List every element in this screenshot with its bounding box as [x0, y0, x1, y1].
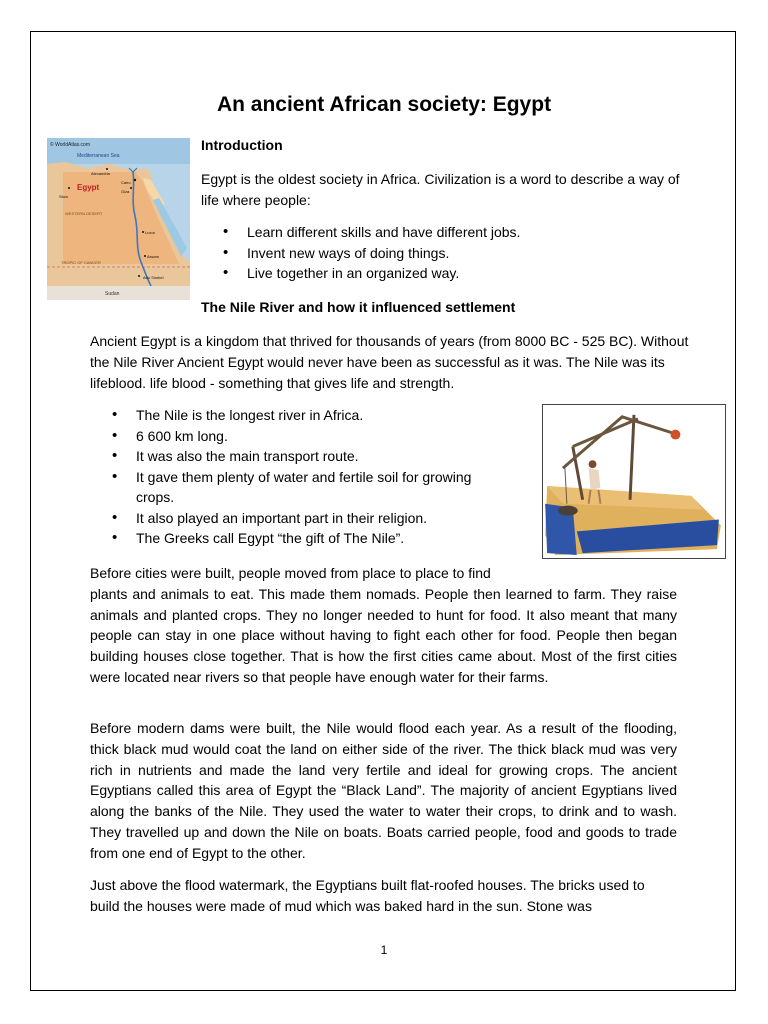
map-sudan-label: Sudan: [105, 291, 120, 297]
page-title: An ancient African society: Egypt: [216, 93, 552, 116]
map-country-label: Egypt: [77, 183, 100, 192]
map-city: Siwa: [59, 194, 68, 199]
egypt-map: [47, 138, 190, 300]
list-item: • Learn different skills and have different jobs.: [223, 222, 520, 243]
map-city: Cairo: [121, 180, 131, 185]
nile-paragraph-4: Just above the flood watermark, the Egyptians built flat-roofed houses. The bricks used to build the houses were made of mud which was baked hard in the sun. Stone was: [90, 877, 645, 914]
map-desert-label: WESTERN DESERT: [65, 211, 103, 216]
introduction-heading: Introduction: [201, 137, 283, 153]
nile-paragraph-1: Ancient Egypt is a kingdom that thrived for thousands of years (from 8000 BC - 525 BC). Without the Nile River Ancient Egypt would never have been as successful as it was. The Nile was its lifeblood. life blood - something that gives life and strength.: [90, 333, 689, 391]
nile-heading: The Nile River and how it influenced settlement: [201, 299, 516, 315]
map-city: Giza: [121, 189, 130, 194]
list-item: • It was also the main transport route.: [112, 446, 512, 467]
nile-paragraph-3: Before modern dams were built, the Nile would flood each year. As a result of the flooding, thick black mud would coat the land on either side of the river. The thick black mud was very rich in nutrients and made the land very fertile and ideal for growing crops. The ancient Egyptians called this area of Egypt the “Black Land”. The majority of ancient Egyptians lived along the banks of the Nile. They used the water to water their crops, to drink and to wash. They travelled up and down the Nile on boats. Boats carried people, food and goods to trade from one end of Egypt to the other.: [90, 720, 677, 861]
map-sea-label: Mediterranean Sea: [77, 153, 120, 159]
map-city: Abu Simbel: [143, 275, 164, 280]
list-item: • The Nile is the longest river in Africa.: [112, 405, 512, 426]
introduction-text: Egypt is the oldest society in Africa. Civilization is a word to describe a way of life where people:: [201, 171, 680, 208]
nile-facts-list: [112, 405, 512, 549]
map-city: Aswan: [147, 254, 160, 259]
paragraph-rest: plants and animals to eat. This made them nomads. People then learned to farm. They raise animals and planted crops. They no longer needed to hunt for food. It also meant that many people can stay in one place without having to fight each other for food. People then began building houses close together. That is how the first cities came about. Most of the first cities were located near rivers so that people have enough water for their farms.: [90, 585, 677, 685]
list-item: • The Greeks call Egypt “the gift of The Nile”.: [112, 528, 512, 549]
map-credit: © WorldAtlas.com: [50, 142, 90, 148]
map-city: Alexandria: [91, 171, 110, 176]
map-tropic-label: TROPIC OF CANCER: [61, 260, 101, 265]
list-item: • Invent new ways of doing things.: [223, 243, 520, 264]
list-item: • It also played an important part in their religion.: [112, 508, 512, 529]
shaduf-model-photo: [542, 404, 726, 559]
map-city: Luxor: [145, 230, 156, 235]
list-item: • It gave them plenty of water and fertile soil for growing crops.: [112, 467, 512, 508]
page-number: 1: [380, 943, 388, 957]
nile-paragraph-2: [90, 563, 677, 688]
list-item: • 6 600 km long.: [112, 426, 512, 447]
list-item: • Live together in an organized way.: [223, 263, 520, 284]
introduction-list: [223, 222, 520, 284]
paragraph-first-line: Before cities were built, people moved from place to place to find: [90, 565, 491, 581]
